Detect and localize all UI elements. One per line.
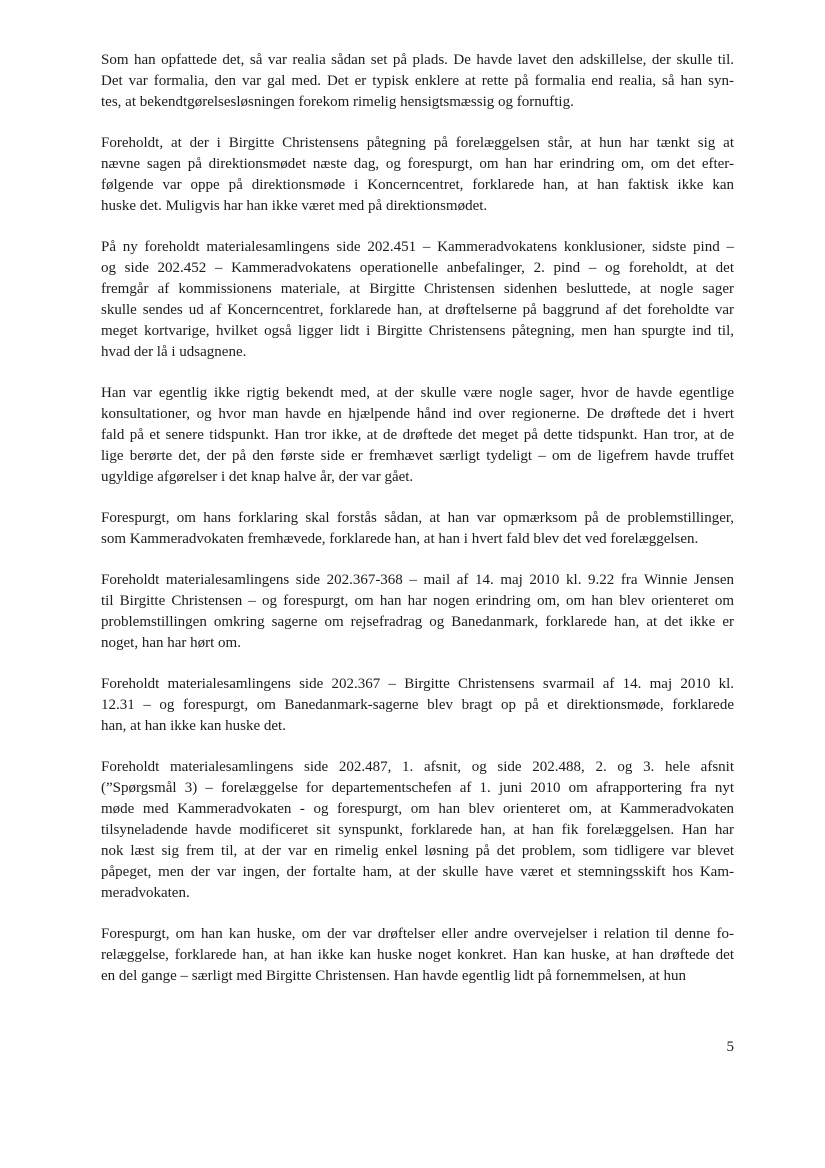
text-block (101, 50, 734, 1007)
text-line: tilsyneladende havde modificeret sit synspunkt, forklarede han, at han fik forelæggelsen. Han har (101, 822, 734, 838)
text-line: Forespurgt, om han kan huske, om der var drøftelser eller andre overvejelser i relation til denne fo- (101, 926, 734, 942)
paragraph (101, 674, 734, 737)
text-line: tes, at bekendtgørelsesløsningen forekom rimelig hensigtsmæssig og fornuftig. (101, 94, 574, 110)
page-number: 5 (726, 1039, 734, 1055)
text-line: Foreholdt materialesamlingens side 202.367 – Birgitte Christensens svarmail af 14. maj 2010 kl. (101, 676, 734, 692)
text-line: møde med Kammeradvokaten - og forespurgt, om han blev orienteret om, at Kammeradvokaten (101, 801, 734, 817)
text-line: meget kortvarige, hvilket også ligger lidt i Birgitte Christensens påtegning, men han spurgte ind til, (101, 323, 734, 339)
text-line: Forespurgt, om hans forklaring skal forstås sådan, at han var opmærksom på de problemstillinger, (101, 510, 734, 526)
paragraph (101, 570, 734, 654)
paragraph (101, 924, 734, 987)
text-line: følgende var oppe på direktionsmøde i Koncerncentret, forklarede han, at han faktisk ikke kan (101, 177, 734, 193)
paragraph (101, 508, 734, 550)
text-line: fald på et senere tidspunkt. Han tror ikke, at de drøftede det meget på dette tidspunkt. Han tror, at de (101, 427, 734, 443)
text-line: skulle sendes ud af Koncerncentret, forklarede han, at drøftelserne på baggrund af det foreholdte var (101, 302, 734, 318)
text-line: Han var egentlig ikke rigtig bekendt med, at der skulle være nogle sager, hvor de havde egentlige (101, 385, 734, 401)
paragraph (101, 237, 734, 363)
text-line: som Kammeradvokaten fremhævede, forklarede han, at han i hvert fald blev det ved forelæggelsen. (101, 531, 699, 547)
text-line: ugyldige afgørelser i det knap halve år, der var gået. (101, 469, 414, 485)
text-line: relæggelse, forklarede han, at han ikke kan huske noget konkret. Han kan huske, at han drøftede det (101, 947, 734, 963)
text-line: fremgår af kommissionens materiale, at Birgitte Christensen sidenhen besluttede, at nogle sager (101, 281, 734, 297)
text-line: Som han opfattede det, så var realia sådan set på plads. De havde lavet den adskillelse, der skulle til. (101, 52, 734, 68)
text-line: konsultationer, og hvor man havde en hjælpende hånd ind over regionerne. De drøftede det i hvert (101, 406, 734, 422)
paragraph (101, 757, 734, 904)
text-line: Det var formalia, den var gal med. Det er typisk enklere at rette på formalia end realia, så han syn- (101, 73, 734, 89)
text-line: en del gange – særligt med Birgitte Christensen. Han havde egentlig lidt på fornemmelsen, at hun (101, 968, 687, 984)
paragraph (101, 383, 734, 488)
text-line: og side 202.452 – Kammeradvokatens operationelle anbefalinger, 2. pind – og foreholdt, at det (101, 260, 734, 276)
text-line: til Birgitte Christensen – og forespurgt, om han har nogen erindring om, om han blev orienteret om (101, 593, 734, 609)
text-line: På ny foreholdt materialesamlingens side 202.451 – Kammeradvokatens konklusioner, sidste pind – (101, 239, 734, 255)
text-line: han, at han ikke kan huske det. (101, 718, 286, 734)
text-line: påpeget, men der var ingen, der fortalte ham, at der skulle have været et stemningsskift hos Kam- (101, 864, 734, 880)
text-line: noget, han har hørt om. (101, 635, 241, 651)
text-line: nævne sagen på direktionsmødet næste dag, og forespurgt, om han har erindring om, om det efter- (101, 156, 734, 172)
text-line: meradvokaten. (101, 885, 190, 901)
text-line: huske det. Muligvis har han ikke været med på direktionsmødet. (101, 198, 488, 214)
text-line: lige berørte det, der på den første side er fremhævet særligt tydeligt – om de ligefrem havde truffet (101, 448, 734, 464)
paragraph (101, 50, 734, 113)
text-line: 12.31 – og forespurgt, om Banedanmark-sagerne blev bragt op på et direktionsmøde, forklarede (101, 697, 734, 713)
text-line: Foreholdt materialesamlingens side 202.487, 1. afsnit, og side 202.488, 2. og 3. hele afsnit (101, 759, 734, 775)
text-line: Foreholdt, at der i Birgitte Christensens påtegning på forelæggelsen står, at hun har tænkt sig at (101, 135, 734, 151)
text-line: nok læst sig frem til, at der var en rimelig enkel løsning på det problem, som tidligere var blevet (101, 843, 734, 859)
paragraph (101, 133, 734, 217)
text-line: Foreholdt materialesamlingens side 202.367-368 – mail af 14. maj 2010 kl. 9.22 fra Winnie Jensen (101, 572, 734, 588)
text-line: problemstillingen omkring sagerne om rejsefradrag og Banedanmark, forklarede han, at det ikke er (101, 614, 734, 630)
text-line: hvad der lå i udsagnene. (101, 344, 247, 360)
text-line: (”Spørgsmål 3) – forelæggelse for departementschefen af 1. juni 2010 om afrapportering fra nyt (101, 780, 734, 796)
